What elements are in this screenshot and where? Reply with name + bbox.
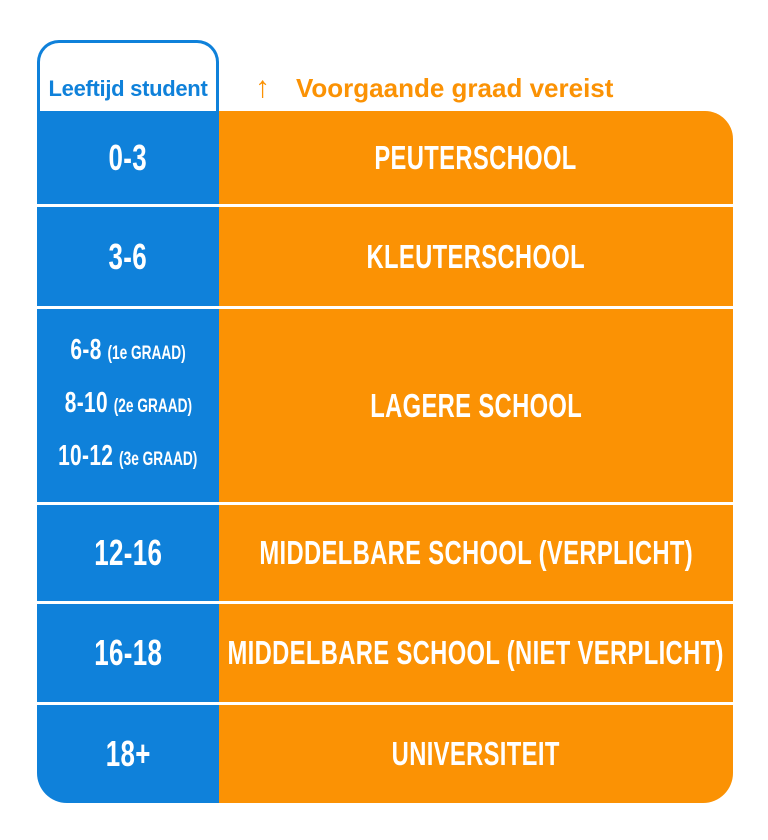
table-rows [37,111,733,803]
school-cell [219,604,733,702]
age-cell [37,207,219,306]
school-cell [219,309,733,502]
school-level-label: KLEUTERSCHOOL [366,237,586,275]
up-arrow-icon: ↑ [255,71,270,104]
row-middelbare-school-niet-verplicht [37,604,733,702]
school-level-label: MIDDELBARE SCHOOL (NIET VERPLICHT) [227,634,725,671]
age-range-label: 12-16 [93,532,163,573]
age-grade-line [37,432,219,485]
grade-label: (3e GRAAD) [119,449,198,470]
school-level-label: MIDDELBARE SCHOOL (VERPLICHT) [259,534,693,571]
age-range-label: 10-12 [58,440,114,472]
age-cell [37,705,219,803]
age-range-label: 6-8 [70,334,102,366]
age-cell [37,604,219,702]
age-cell [37,111,219,204]
school-level-label: LAGERE SCHOOL [370,386,582,424]
age-column-header [37,40,219,111]
table-header [37,40,733,111]
grade-label: (1e GRAAD) [107,343,186,364]
requirement-header [219,65,733,111]
age-range-label: 16-18 [93,632,163,673]
education-table [37,40,733,803]
school-level-label: UNIVERSITEIT [391,735,561,772]
age-range-label: 8-10 [64,387,108,419]
school-cell [219,505,733,601]
age-cell [37,505,219,601]
age-range-label: 18+ [105,733,151,774]
age-grade-line [40,379,217,432]
school-level-label: PEUTERSCHOOL [374,138,578,176]
grade-label: (2e GRAAD) [113,396,192,417]
school-cell [219,111,733,204]
row-lagere-school [37,309,733,502]
row-kleuterschool [37,207,733,306]
age-range-label: 0-3 [108,136,148,178]
age-cell [37,309,219,502]
row-universiteit [37,705,733,803]
age-column-header-label: Leeftijd student [48,76,208,101]
row-middelbare-school-verplicht [37,505,733,601]
requirement-header-label: Voorgaande graad vereist [296,72,614,103]
age-grade-line [48,326,208,379]
row-peuterschool [37,111,733,204]
school-cell [219,705,733,803]
age-range-label: 3-6 [108,235,148,277]
school-cell [219,207,733,306]
